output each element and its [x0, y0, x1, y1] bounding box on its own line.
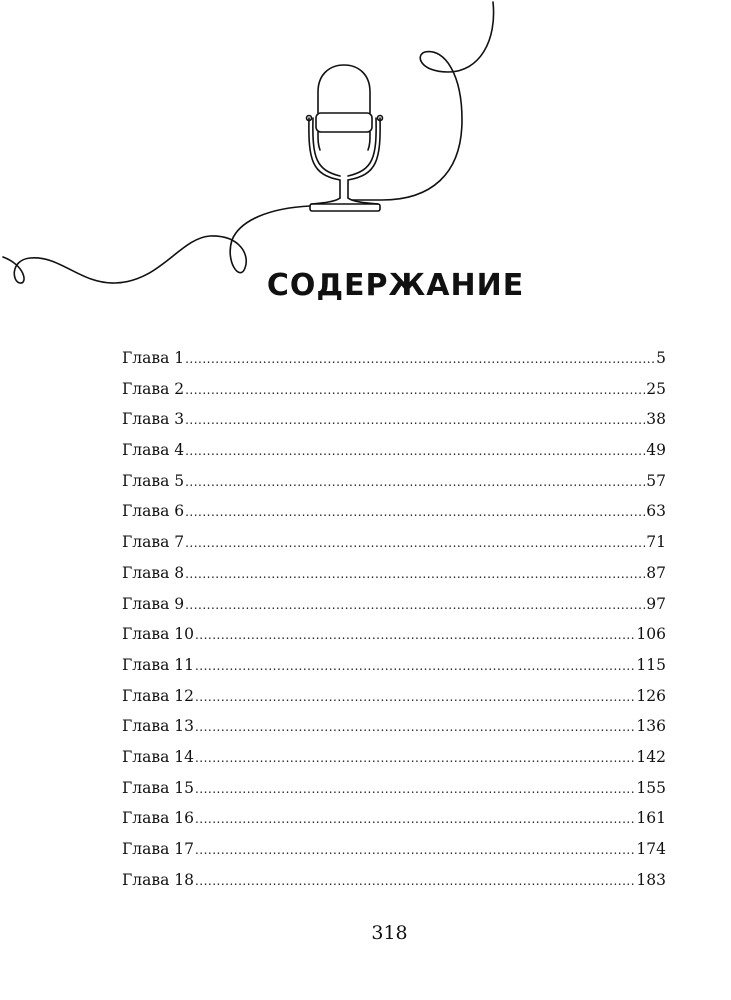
toc-entry[interactable]: [122, 871, 666, 902]
dot-leader: [185, 536, 645, 550]
toc-entry-page: 174: [636, 840, 666, 858]
toc-entry[interactable]: [122, 502, 666, 533]
toc-entry-label: Глава 2: [122, 379, 185, 398]
toc-entry-page: 38: [646, 410, 666, 429]
dot-leader: [195, 843, 635, 857]
toc-entry-label: Глава 1: [122, 349, 185, 367]
dot-leader: [185, 383, 645, 397]
dot-leader: [195, 874, 635, 888]
toc-entry[interactable]: [122, 533, 666, 564]
microphone-icon: [0, 0, 731, 300]
mic-base: [310, 204, 380, 211]
toc-entry-page: 57: [646, 471, 666, 490]
toc-entry-label: Глава 16: [122, 809, 194, 828]
toc-entry-page: 5: [656, 349, 666, 367]
toc-entry-label: Глава 4: [122, 441, 185, 460]
page-title: СОДЕРЖАНИЕ: [266, 268, 525, 303]
mic-capsule: [318, 65, 370, 113]
toc-entry[interactable]: [122, 687, 666, 718]
toc-entry[interactable]: [122, 840, 666, 871]
toc-entry[interactable]: [122, 717, 666, 748]
toc-entry[interactable]: [122, 441, 666, 472]
toc-entry[interactable]: [122, 748, 666, 779]
dot-leader: [195, 782, 635, 796]
dot-leader: [195, 628, 635, 642]
dot-leader: [185, 413, 645, 427]
toc-entry-page: 155: [636, 778, 666, 797]
toc-entry-page: 87: [646, 563, 666, 582]
toc-entry[interactable]: [122, 595, 666, 626]
toc-entry[interactable]: [122, 809, 666, 840]
toc-entry-page: 126: [636, 686, 666, 705]
dot-leader: [195, 751, 635, 765]
toc-entry[interactable]: [122, 564, 666, 595]
toc-entry-page: 106: [636, 625, 666, 644]
toc-entry-label: Глава 18: [122, 870, 194, 889]
toc-entry[interactable]: [122, 656, 666, 687]
table-of-contents: [122, 349, 666, 901]
toc-entry-page: 49: [646, 441, 666, 460]
dot-leader: [195, 690, 635, 704]
cord-right: [352, 2, 494, 200]
toc-entry-page: 183: [636, 870, 666, 889]
toc-entry-page: 142: [636, 747, 666, 766]
toc-entry-label: Глава 6: [122, 502, 185, 521]
dot-leader: [185, 598, 645, 612]
toc-entry-label: Глава 13: [122, 717, 194, 736]
toc-entry[interactable]: [122, 380, 666, 411]
toc-entry-label: Глава 15: [122, 778, 194, 797]
toc-entry[interactable]: [122, 472, 666, 503]
toc-entry-label: Глава 12: [122, 686, 194, 705]
dot-leader: [185, 475, 645, 489]
toc-entry-label: Глава 7: [122, 533, 185, 552]
toc-entry-page: 25: [646, 379, 666, 398]
dot-leader: [185, 352, 655, 366]
toc-entry-page: 136: [636, 717, 666, 736]
toc-entry-label: Глава 8: [122, 563, 185, 582]
dot-leader: [185, 505, 645, 519]
dot-leader: [195, 720, 635, 734]
mic-band: [316, 113, 372, 132]
toc-entry-page: 97: [646, 594, 666, 613]
dot-leader: [195, 812, 635, 826]
toc-entry-label: Глава 5: [122, 471, 185, 490]
page-number: 318: [371, 922, 408, 944]
toc-entry-page: 63: [646, 502, 666, 521]
dot-leader: [185, 444, 645, 458]
toc-entry[interactable]: [122, 779, 666, 810]
toc-entry[interactable]: [122, 410, 666, 441]
toc-entry[interactable]: [122, 625, 666, 656]
toc-entry[interactable]: [122, 349, 666, 380]
toc-entry-label: Глава 9: [122, 594, 185, 613]
toc-entry-page: 161: [636, 809, 666, 828]
dot-leader: [185, 567, 645, 581]
toc-entry-label: Глава 14: [122, 747, 194, 766]
toc-entry-page: 115: [636, 655, 666, 674]
toc-entry-label: Глава 11: [122, 655, 194, 674]
toc-entry-label: Глава 3: [122, 410, 185, 429]
mic-stand: [309, 118, 380, 198]
toc-entry-label: Глава 17: [122, 840, 194, 858]
toc-entry-label: Глава 10: [122, 625, 194, 644]
toc-entry-page: 71: [646, 533, 666, 552]
dot-leader: [195, 659, 635, 673]
